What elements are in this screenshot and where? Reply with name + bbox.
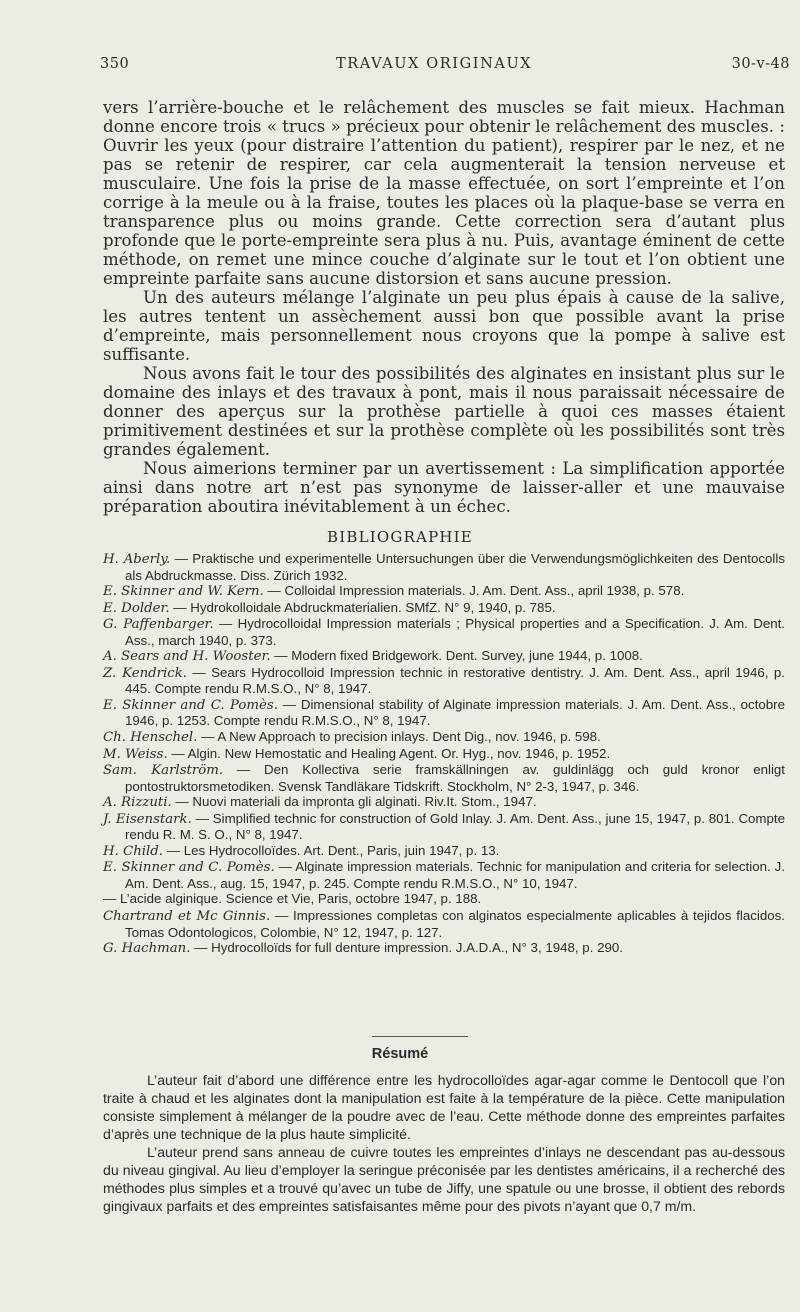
entry-text: — Modern fixed Bridgework. Dent. Survey, june 1944, p. 1008. xyxy=(270,648,643,664)
bibliography-entry xyxy=(103,794,785,811)
entry-authors: E. Skinner and C. Pomès. xyxy=(103,697,278,713)
entry-authors: H. Child. xyxy=(103,843,164,859)
entry-text: — Nuovi materiali da impronta gli alginati. Riv.It. Stom., 1947. xyxy=(171,794,537,810)
bibliography-entry xyxy=(103,729,785,746)
bibliography-entry xyxy=(103,616,785,648)
resume-paragraph: L’auteur fait d’abord une différence entre les hydrocolloïdes agar-agar comme le Dentocoll que l’on traite à chaud et les alginates dont la manipulation est faite à la température de la pièce. Cette manipulation consiste simplement à mélanger de la poudre avec de l’eau. Cette méthode donne des empreintes parfaites d’après une technique de la plus haute simplicité. xyxy=(103,1072,785,1142)
entry-text: — Simplified technic for construction of Gold Inlay. J. Am. Dent. Ass., june 15, 1947, p. 801. Compte rendu R. M. S. O., N° 8, 1947. xyxy=(125,810,785,843)
entry-authors: A. Rizzuti. xyxy=(103,795,172,811)
body-paragraph: Nous avons fait le tour des possibilités des alginates en insistant plus sur le domaine des inlays et des travaux à pont, mais il nous paraissait nécessaire de donner des aperçus sur la prothèse partielle à quoi ces masses étaient primitivement destinées et sur la prothèse complète où les possibilités sont très grandes également. xyxy=(103,364,785,459)
article-body xyxy=(103,98,785,516)
entry-authors: H. Aberly. xyxy=(103,552,171,567)
body-paragraph: Nous aimerions terminer par un avertissement : La simplification apportée ainsi dans notre art n’est pas synonyme de laisser-aller et une mauvaise préparation aboutira inévitablement à un échec. xyxy=(103,459,785,516)
entry-authors: G. Hachman. xyxy=(103,941,191,957)
entry-text: — Colloidal Impression materials. J. Am. Dent. Ass., april 1938, p. 578. xyxy=(263,583,685,599)
entry-authors: Z. Kendrick. xyxy=(103,665,188,681)
bibliography-entry xyxy=(103,940,785,957)
entry-text: — Alginate impression materials. Technic for manipulation and criteria for selection. J. Am. Dent. Ass., aug. 15, 1947, p. 245. Compte rendu R.M.S.O., N° 10, 1947. xyxy=(125,859,786,891)
entry-authors: A. Sears and H. Wooster. xyxy=(103,649,271,665)
body-paragraph: Un des auteurs mélange l’alginate un peu plus épais à cause de la salive, les autres tentent un assèchement aussi bon que possible avant la prise d’empreinte, mais personnellement nous croyons que la pompe à salive est suffisante. xyxy=(103,288,785,364)
bibliography-entry xyxy=(103,746,785,763)
entry-text: — Algin. New Hemostatic and Healing Agent. Or. Hyg., nov. 1946, p. 1952. xyxy=(167,745,611,761)
entry-text: — Impressiones completas con alginatos especialmente aplicables à tejidos flacidos. Tomas Odontologicos, Colombie, N° 12, 1947, p. 127. xyxy=(125,908,785,940)
issue-date: 30-v-48 xyxy=(731,56,790,72)
bibliography-list xyxy=(103,551,785,957)
entry-text: — Den Kollectiva serie framskällningen av. guldinlägg och guld kronor enligt pontostruktorsmetodiken. Svensk Tandläkare Tidskrift. Stockholm, N° 2-3, 1947, p. 346. xyxy=(125,762,785,794)
entry-text: — Dimensional stability of Alginate impression materials. J. Am. Dent. Ass., octobre 1946, p. 1253. Compte rendu R.M.S.O., N° 8, 1947. xyxy=(125,696,786,729)
page-number: 350 xyxy=(100,56,130,72)
entry-text: — L’acide alginique. Science et Vie, Paris, octobre 1947, p. 188. xyxy=(103,891,482,907)
section-divider xyxy=(372,1036,468,1037)
bibliography-entry xyxy=(103,648,785,665)
body-paragraph: vers l’arrière-bouche et le relâchement des muscles se fait mieux. Hachman donne encore trois « trucs » précieux pour obtenir le relâchement des muscles. : Ouvrir les yeux (pour distraire l’attention du patient), respirer par le nez, et ne pas se retenir de respirer, car cela augmenterait la tension nerveuse et musculaire. Une fois la prise de la masse effectuée, on sort l’empreinte et l’on corrige à la meule ou à la fraise, toutes les places où la plaque-base se verra en transparence plus ou moins grande. Cette correction sera d’autant plus profonde que le porte-empreinte sera plus à nu. Puis, avantage éminent de cette méthode, on remet une mince couche d’alginate sur le tout et l’on obtient une empreinte parfaite sans aucune distorsion et sans aucune pression. xyxy=(103,98,785,288)
bibliography-heading: BIBLIOGRAPHIE xyxy=(327,528,473,546)
bibliography-entry xyxy=(103,859,785,891)
entry-authors: M. Weiss. xyxy=(103,746,168,762)
running-title: TRAVAUX ORIGINAUX xyxy=(336,56,533,72)
bibliography-entry xyxy=(103,600,785,617)
entry-authors: E. Skinner and C. Pomès. xyxy=(103,860,275,876)
entry-authors: E. Dolder. xyxy=(103,600,170,616)
resume-paragraph: L’auteur prend sans anneau de cuivre toutes les empreintes d’inlays ne descendant pas au-dessous du niveau gingival. Au lieu d’employer la seringue préconisée par les dentistes américains, il a recherché des méthodes plus simples et a trouvé qu’avec un tube de Jiffy, une spatule ou une brosse, il obtient des rebords gingivaux parfaits et des empreintes satisfaisantes même pour des pivots n’ayant que 0,7 m/m. xyxy=(103,1144,785,1214)
bibliography-entry xyxy=(103,551,785,583)
bibliography-entry xyxy=(103,811,785,843)
bibliography-entry xyxy=(103,908,785,940)
entry-text: — Praktische und experimentelle Untersuchungen über die Verwendungsmöglichkeiten des Dentocolls als Abdruckmasse. Diss. Zürich 1932. xyxy=(125,551,785,583)
resume-heading: Résumé xyxy=(371,1046,429,1062)
entry-authors: Ch. Henschel. xyxy=(103,730,198,746)
entry-authors: Sam. Karlström. xyxy=(103,763,224,779)
entry-authors: E. Skinner and W. Kern. xyxy=(103,584,264,600)
entry-text: — Hydrokolloidale Abdruckmaterialien. SMfZ. N° 9, 1940, p. 785. xyxy=(169,599,556,615)
bibliography-entry xyxy=(103,697,785,729)
bibliography-entry xyxy=(103,891,785,908)
entry-authors: J. Eisenstark. xyxy=(103,811,192,827)
entry-text: — A New Approach to precision inlays. Dent Dig., nov. 1946, p. 598. xyxy=(197,729,601,745)
entry-authors: Chartrand et Mc Ginnis. xyxy=(103,909,271,925)
running-header xyxy=(100,56,790,80)
entry-text: — Les Hydrocolloïdes. Art. Dent., Paris, juin 1947, p. 13. xyxy=(163,842,500,858)
resume-body xyxy=(103,1071,785,1215)
bibliography-entry xyxy=(103,762,785,794)
entry-text: — Hydrocolloïds for full denture impression. J.A.D.A., N° 3, 1948, p. 290. xyxy=(190,940,623,956)
bibliography-entry xyxy=(103,843,785,860)
bibliography-entry xyxy=(103,665,785,697)
entry-authors: G. Paffenbarger. xyxy=(103,617,214,633)
bibliography-entry xyxy=(103,583,785,600)
entry-text: — Hydrocolloidal Impression materials ; Physical properties and a Specification. J. Am. Dent. Ass., march 1940, p. 373. xyxy=(125,616,786,648)
entry-text: — Sears Hydrocolloid Impression technic in restorative dentistry. J. Am. Dent. Ass., april 1946, p. 445. Compte rendu R.M.S.O., N° 8, 1947. xyxy=(125,664,786,697)
